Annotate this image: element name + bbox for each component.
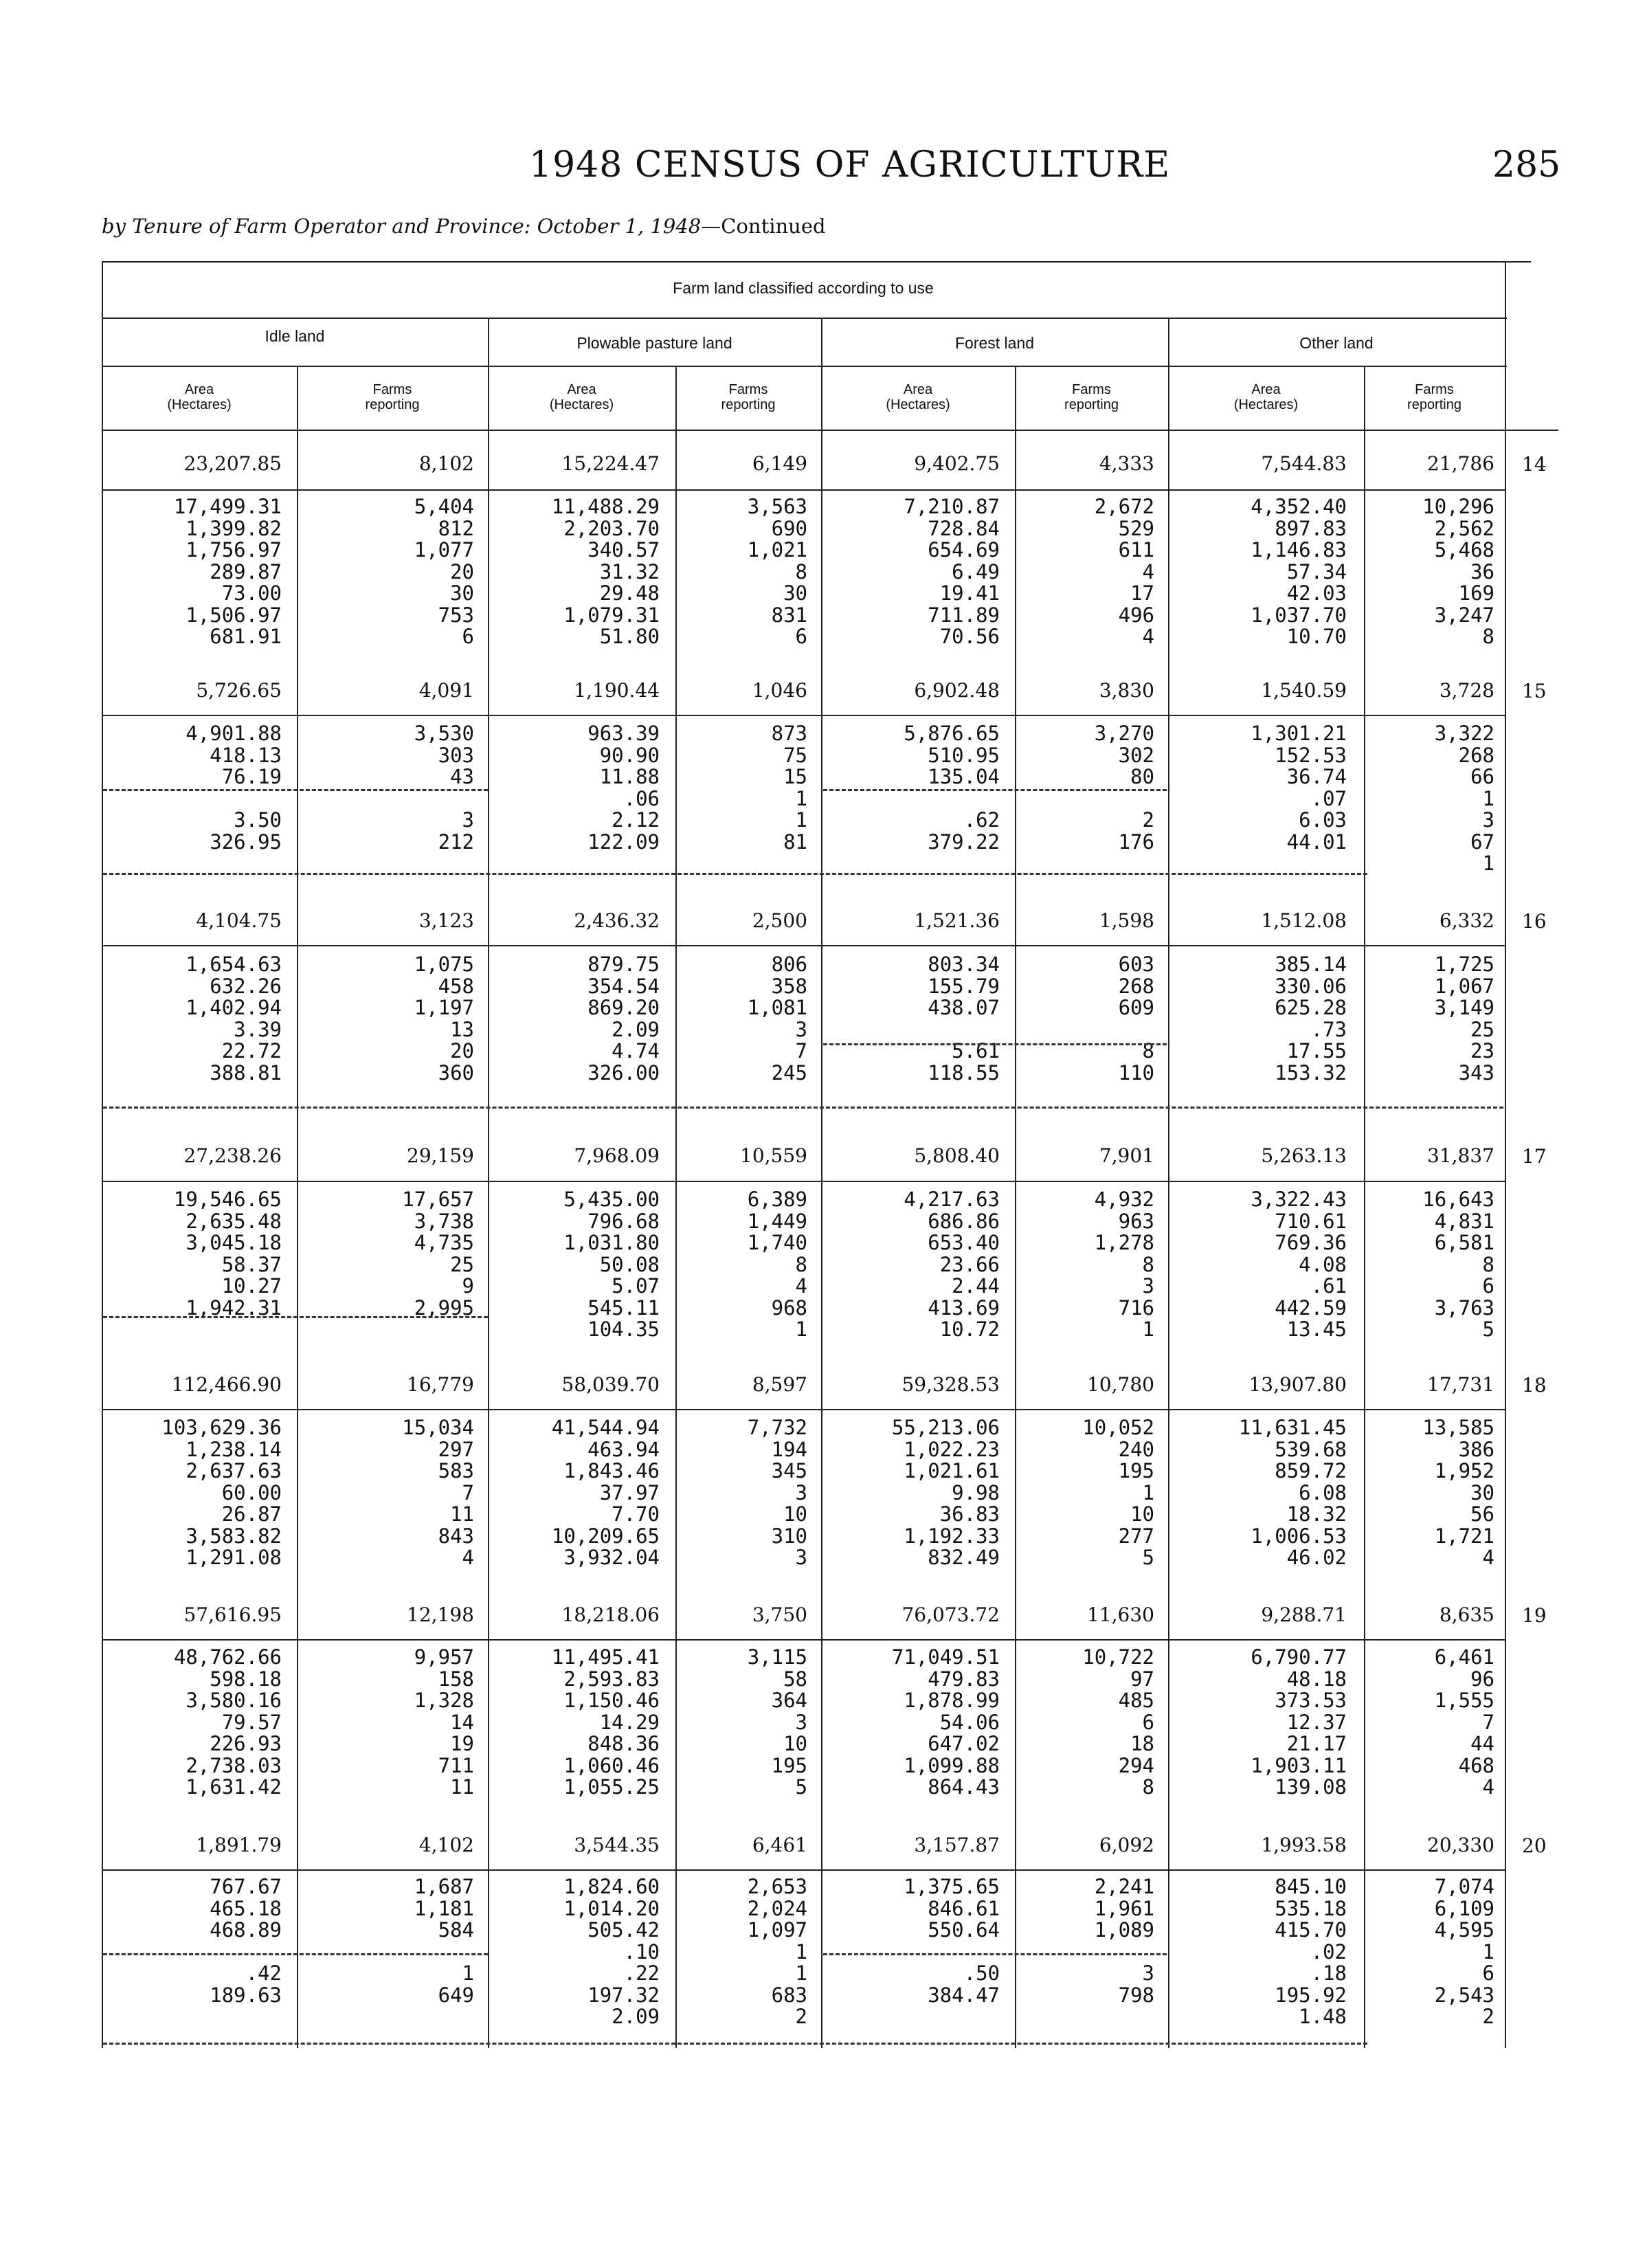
- other-area-values: 1,301.21 152.53 36.74 .07 6.03 44.01: [1251, 722, 1347, 854]
- section-rule: [102, 489, 1505, 491]
- forest-area-values: 4,217.63 686.86 653.40 23.66 2.44 413.69 10.72: [904, 1188, 1000, 1341]
- section-dashed-rule: [103, 1107, 1503, 1109]
- other-area-total: 13,907.80: [1248, 1373, 1347, 1396]
- other-farms-total: 17,731: [1427, 1373, 1494, 1396]
- subtitle-text: by Tenure of Farm Operator and Province: October 1, 1948: [102, 214, 702, 238]
- idle-area-values: 103,629.36 1,238.14 2,637.63 60.00 26.87 3,583.82 1,291.08: [161, 1416, 282, 1569]
- idle-area-total: 23,207.85: [183, 452, 282, 475]
- other-area-total: 9,288.71: [1261, 1603, 1347, 1626]
- idle-area-total: 5,726.65: [196, 679, 282, 702]
- forest-farms-total: 3,830: [1099, 679, 1154, 702]
- forest-area-total: 1,521.36: [914, 909, 1000, 932]
- idle-land-header: Idle land: [265, 327, 325, 345]
- plowable-area-values: 41,544.94 463.94 1,843.46 37.97 7.70 10,209.65 3,932.04: [551, 1416, 660, 1569]
- plowable-farms-values: 873 75 15 1 1 81: [771, 722, 807, 854]
- row-number: 16: [1522, 910, 1547, 933]
- forest-farms-total: 7,901: [1099, 1144, 1154, 1167]
- other-area-values: 385.14 330.06 625.28 .73 17.55 153.32: [1275, 953, 1347, 1085]
- plowable-farms-values: 2,653 2,024 1,097 1 1 683 2: [747, 1875, 807, 2028]
- farms-header: Farms reporting: [1407, 382, 1461, 412]
- subtotal-dashed-rule: [823, 1043, 1167, 1045]
- forest-farms-values: 2,241 1,961 1,089 3 798: [1094, 1875, 1154, 2007]
- section-rule: [102, 1639, 1505, 1641]
- idle-farms-total: 4,102: [418, 1834, 474, 1856]
- idle-area-total: 112,466.90: [171, 1373, 282, 1396]
- plowable-farms-values: 806 358 1,081 3 7 245: [747, 953, 807, 1085]
- other-area-values: 4,352.40 897.83 1,146.83 57.34 42.03 1,037.70 10.70: [1251, 495, 1347, 648]
- subtotal-dashed-rule: [823, 789, 1167, 791]
- other-area-total: 1,993.58: [1261, 1834, 1347, 1856]
- plowable-area-values: 879.75 354.54 869.20 2.09 4.74 326.00: [587, 953, 660, 1085]
- other-area-values: 11,631.45 539.68 859.72 6.08 18.32 1,006.53 46.02: [1238, 1416, 1347, 1569]
- area-header: Area (Hectares): [549, 382, 614, 412]
- row-number: 18: [1522, 1374, 1547, 1397]
- other-farms-total: 6,332: [1439, 909, 1494, 932]
- plowable-area-values: 1,824.60 1,014.20 505.42 .10 .22 197.32 2.09: [563, 1875, 660, 2028]
- table-bottom-dashed-rule: [103, 2043, 1367, 2045]
- idle-area-total: 27,238.26: [183, 1144, 282, 1167]
- column-header-rule: [102, 430, 1558, 431]
- plowable-area-total: 18,218.06: [561, 1603, 660, 1626]
- forest-area-total: 6,902.48: [914, 679, 1000, 702]
- plowable-farms-values: 3,563 690 1,021 8 30 831 6: [747, 495, 807, 648]
- other-area-total: 5,263.13: [1261, 1144, 1347, 1167]
- other-farms-values: 7,074 6,109 4,595 1 6 2,543 2: [1434, 1875, 1494, 2028]
- plowable-area-values: 11,495.41 2,593.83 1,150.46 14.29 848.36 1,060.46 1,055.25: [551, 1645, 660, 1799]
- other-farms-values: 6,461 96 1,555 7 44 468 4: [1434, 1645, 1494, 1799]
- other-farms-values: 10,296 2,562 5,468 36 169 3,247 8: [1422, 495, 1494, 648]
- farms-header: Farms reporting: [365, 382, 420, 412]
- other-farms-total: 8,635: [1439, 1603, 1494, 1626]
- idle-area-values: 767.67 465.18 468.89 .42 189.63: [210, 1875, 282, 2007]
- forest-area-values: 71,049.51 479.83 1,878.99 54.06 647.02 1,099.88 864.43: [891, 1645, 1000, 1799]
- area-header: Area (Hectares): [886, 382, 950, 412]
- plowable-farms-total: 2,500: [752, 909, 807, 932]
- col-divider: [488, 318, 489, 2048]
- forest-farms-values: 603 268 609 8 110: [1118, 953, 1154, 1085]
- other-area-values: 3,322.43 710.61 769.36 4.08 .61 442.59 13.45: [1251, 1188, 1347, 1341]
- plowable-area-total: 2,436.32: [574, 909, 660, 932]
- idle-farms-total: 8,102: [418, 452, 474, 475]
- idle-area-values: 19,546.65 2,635.48 3,045.18 58.37 10.27 1,942.31: [173, 1188, 282, 1320]
- idle-area-values: 17,499.31 1,399.82 1,756.97 289.87 73.00 1,506.97 681.91: [173, 495, 282, 648]
- forest-farms-values: 2,672 529 611 4 17 496 4: [1094, 495, 1154, 648]
- other-farms-values: 1,725 1,067 3,149 25 23 343: [1434, 953, 1494, 1085]
- plowable-farms-values: 7,732 194 345 3 10 310 3: [747, 1416, 807, 1569]
- col-divider: [1015, 366, 1016, 2048]
- other-farms-total: 31,837: [1427, 1144, 1494, 1167]
- plowable-area-total: 7,968.09: [574, 1144, 660, 1167]
- page-title: 1948 CENSUS OF AGRICULTURE: [529, 144, 1171, 186]
- plowable-area-values: 11,488.29 2,203.70 340.57 31.32 29.48 1,079.31 51.80: [551, 495, 660, 648]
- other-area-values: 845.10 535.18 415.70 .02 .18 195.92 1.48: [1275, 1875, 1347, 2028]
- other-farms-total: 20,330: [1427, 1834, 1494, 1856]
- other-farms-total: 21,786: [1427, 452, 1494, 475]
- forest-area-values: 55,213.06 1,022.23 1,021.61 9.98 36.83 1,192.33 832.49: [891, 1416, 1000, 1569]
- section-rule: [102, 945, 1505, 946]
- forest-area-values: 1,375.65 846.61 550.64 .50 384.47: [904, 1875, 1000, 2007]
- row-number: 20: [1522, 1834, 1547, 1857]
- forest-farms-total: 4,333: [1099, 452, 1154, 475]
- idle-farms-values: 15,034 297 583 7 11 843 4: [402, 1416, 474, 1569]
- table-right-rule: [1505, 261, 1506, 2048]
- idle-farms-values: 1,687 1,181 584 1 649: [414, 1875, 474, 2007]
- forest-area-values: 803.34 155.79 438.07 5.61 118.55: [928, 953, 1000, 1085]
- forest-farms-values: 4,932 963 1,278 8 3 716 1: [1094, 1188, 1154, 1341]
- section-rule: [102, 1409, 1505, 1410]
- idle-farms-total: 16,779: [407, 1373, 474, 1396]
- forest-area-total: 76,073.72: [901, 1603, 1000, 1626]
- col-divider: [675, 366, 677, 2048]
- idle-farms-values: 9,957 158 1,328 14 19 711 11: [414, 1645, 474, 1799]
- idle-farms-total: 29,159: [407, 1144, 474, 1167]
- col-divider: [1364, 366, 1365, 2048]
- idle-farms-values: 3,530 303 43 3 212: [414, 722, 474, 854]
- plowable-area-total: 1,190.44: [574, 679, 660, 702]
- section-rule: [102, 715, 1505, 716]
- plowable-farms-values: 6,389 1,449 1,740 8 4 968 1: [747, 1188, 807, 1341]
- col-divider: [297, 366, 298, 2048]
- idle-area-values: 4,901.88 418.13 76.19 3.50 326.95: [186, 722, 282, 854]
- row-number: 15: [1522, 680, 1547, 702]
- forest-area-total: 59,328.53: [901, 1373, 1000, 1396]
- forest-land-header: Forest land: [954, 334, 1035, 352]
- other-farms-total: 3,728: [1439, 679, 1494, 702]
- forest-area-total: 5,808.40: [914, 1144, 1000, 1167]
- area-header: Area (Hectares): [167, 382, 232, 412]
- plowable-farms-values: 3,115 58 364 3 10 195 5: [747, 1645, 807, 1799]
- farms-header: Farms reporting: [1064, 382, 1119, 412]
- section-dashed-rule: [103, 873, 1367, 875]
- section-rule: [102, 1181, 1505, 1182]
- other-area-total: 7,544.83: [1261, 452, 1347, 475]
- plowable-farms-total: 6,461: [752, 1834, 807, 1856]
- idle-area-total: 4,104.75: [196, 909, 282, 932]
- forest-farms-total: 1,598: [1099, 909, 1154, 932]
- subtitle-continued: —Continued: [701, 214, 826, 238]
- table-top-rule: [102, 261, 1531, 263]
- forest-farms-values: 10,052 240 195 1 10 277 5: [1082, 1416, 1154, 1569]
- forest-farms-values: 3,270 302 80 2 176: [1094, 722, 1154, 854]
- forest-farms-total: 11,630: [1087, 1603, 1154, 1626]
- other-farms-values: 16,643 4,831 6,581 8 6 3,763 5: [1422, 1188, 1494, 1341]
- plowable-farms-total: 10,559: [740, 1144, 807, 1167]
- plowable-pasture-header: Plowable pasture land: [576, 334, 732, 352]
- idle-area-total: 57,616.95: [183, 1603, 282, 1626]
- subgroup-header-rule: [102, 366, 1507, 367]
- forest-area-total: 3,157.87: [914, 1834, 1000, 1856]
- forest-area-values: 5,876.65 510.95 135.04 .62 379.22: [904, 722, 1000, 854]
- col-divider: [1168, 318, 1169, 2048]
- row-number: 14: [1522, 453, 1547, 476]
- row-number: 17: [1522, 1145, 1547, 1168]
- plowable-area-values: 5,435.00 796.68 1,031.80 50.08 5.07 545.11 104.35: [563, 1188, 660, 1341]
- subtotal-dashed-rule: [823, 1953, 1167, 1955]
- plowable-area-total: 3,544.35: [574, 1834, 660, 1856]
- idle-farms-values: 5,404 812 1,077 20 30 753 6: [414, 495, 474, 648]
- section-rule: [102, 1869, 1505, 1871]
- plowable-farms-total: 8,597: [752, 1373, 807, 1396]
- other-area-total: 1,512.08: [1261, 909, 1347, 932]
- row-number: 19: [1522, 1604, 1547, 1627]
- plowable-area-total: 58,039.70: [561, 1373, 660, 1396]
- other-area-total: 1,540.59: [1261, 679, 1347, 702]
- other-area-values: 6,790.77 48.18 373.53 12.37 21.17 1,903.11 139.08: [1251, 1645, 1347, 1799]
- group-header: Farm land classified according to use: [673, 279, 934, 297]
- farms-header: Farms reporting: [721, 382, 776, 412]
- plowable-area-values: 963.39 90.90 11.88 .06 2.12 122.09: [587, 722, 660, 854]
- other-farms-values: 13,585 386 1,952 30 56 1,721 4: [1422, 1416, 1494, 1569]
- col-divider: [821, 318, 822, 2048]
- table-left-rule: [102, 261, 103, 2048]
- idle-farms-values: 17,657 3,738 4,735 25 9 2,995: [402, 1188, 474, 1320]
- other-farms-values: 3,322 268 66 1 3 67 1: [1434, 722, 1494, 875]
- forest-area-values: 7,210.87 728.84 654.69 6.49 19.41 711.89 70.56: [904, 495, 1000, 648]
- forest-farms-total: 10,780: [1087, 1373, 1154, 1396]
- idle-area-values: 1,654.63 632.26 1,402.94 3.39 22.72 388.81: [186, 953, 282, 1085]
- idle-farms-total: 12,198: [407, 1603, 474, 1626]
- group-header-rule: [102, 318, 1507, 319]
- subtotal-dashed-rule: [103, 1316, 488, 1318]
- plowable-farms-total: 1,046: [752, 679, 807, 702]
- idle-farms-total: 4,091: [418, 679, 474, 702]
- other-land-header: Other land: [1299, 334, 1374, 352]
- page-number: 285: [1492, 144, 1561, 186]
- idle-farms-total: 3,123: [418, 909, 474, 932]
- plowable-farms-total: 3,750: [752, 1603, 807, 1626]
- subtotal-dashed-rule: [103, 789, 488, 791]
- subtotal-dashed-rule: [103, 1953, 488, 1955]
- idle-area-total: 1,891.79: [196, 1834, 282, 1856]
- idle-farms-values: 1,075 458 1,197 13 20 360: [414, 953, 474, 1085]
- forest-farms-values: 10,722 97 485 6 18 294 8: [1082, 1645, 1154, 1799]
- forest-area-total: 9,402.75: [914, 452, 1000, 475]
- forest-farms-total: 6,092: [1099, 1834, 1154, 1856]
- idle-area-values: 48,762.66 598.18 3,580.16 79.57 226.93 2,738.03 1,631.42: [173, 1645, 282, 1799]
- plowable-area-total: 15,224.47: [561, 452, 660, 475]
- plowable-farms-total: 6,149: [752, 452, 807, 475]
- table-subtitle: [102, 214, 826, 238]
- area-header: Area (Hectares): [1233, 382, 1299, 412]
